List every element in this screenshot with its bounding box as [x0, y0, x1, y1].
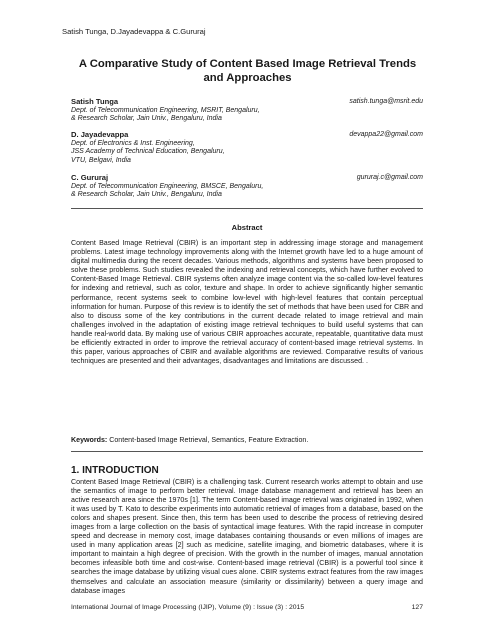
author-affiliation-line: & Research Scholar, Jain Univ., Bengaluru, India — [71, 191, 222, 199]
keywords-line — [71, 436, 423, 444]
author-name: D. Jayadevappa — [71, 130, 129, 139]
paper-title — [60, 57, 435, 85]
title-line-1: A Comparative Study of Content Based Image Retrieval Trends — [78, 58, 417, 70]
keywords-text: Content-based Image Retrieval, Semantics, Feature Extraction. — [107, 436, 309, 444]
title-line-2: and Approaches — [203, 72, 292, 84]
footer-journal-info: International Journal of Image Processing (IJIP), Volume (9) : Issue (3) : 2015 — [71, 604, 305, 611]
abstract-text: Content Based Image Retrieval (CBIR) is an important step in addressing image storage and management problems. Latest image technology improvements along with the Internet growth have led to a huge amount of digital multimedia during the recent decades. Various methods, algorithms and systems have been proposed to solve these problems. Such studies revealed the indexing and retrieval concepts, which have further evolved to Content-Based Image Retrieval. CBIR systems often analyze image content via the so-called low-level features for indexing and retrieval, such as color, texture and shape. In order to achieve significantly higher semantic performance, recent systems seek to combine low-level with high-level features that contain perceptual information for human. Purpose of this review is to identify the set of methods that have been used for CBR and also to discuss some of the key contributions in the current decade related to image retrieval and main challenges involved in the adaptation of existing image retrieval techniques to build useful systems that can handle real-world data. By making use of various CBIR approaches accurate, repeatable, quantitative data must be efficiently extracted in order to improve the retrieval accuracy of content-based image retrieval systems. In this paper, various approaches of CBIR and available algorithms are reviewed. Comparative results of various techniques are presented and their advantages, disadvantages and limitations are discussed. . — [71, 239, 423, 366]
author-affiliation-line: Dept. of Telecommunication Engineering, MSRIT, Bengaluru, — [71, 106, 260, 114]
page-number: 127 — [411, 604, 423, 611]
author-email[interactable]: gururaj.c@gmail.com — [356, 174, 423, 181]
author-email[interactable]: devappa22@gmail.com — [349, 131, 423, 138]
author-name: Satish Tunga — [71, 97, 119, 106]
running-head: Satish Tunga, D.Jayadevappa & C.Gururaj — [62, 27, 206, 36]
divider-rule — [71, 208, 423, 209]
author-affiliation-line: JSS Academy of Technical Education, Bengaluru, — [71, 148, 225, 156]
author-affiliation-line: & Research Scholar, Jain Univ., Bengaluru, India — [71, 115, 222, 123]
introduction-text: Content Based Image Retrieval (CBIR) is a challenging task. Current research works attempt to obtain and use the semantics of image to perform better retrieval. Image database management and retrieval has been an active research area since the 1970s [1]. The term Content-based image retrieval was originated in 1992, when it was used by T. Kato to describe experiments into automatic retrieval of images from a database, based on the colors and shapes present. Since then, this term has been used to describe the process of retrieving desired images from a large collection on the basis of syntactical image features. With the rapid increase in computer speed and decrease in memory cost, image databases containing thousands or even millions of images are used in many application areas [2] such as medicine, satellite imaging, and biometric databases, where it is important to maintain a high degree of precision. With the growth in the number of images, manual annotation becomes infeasible both time and cost-wise. Content-based image retrieval (CBIR) is a powerful tool since it searches the image database by utilizing visual cues alone. CBIR systems extract features from the raw images themselves and calculate an association measure (similarity or dissimilarity) between a query image and database images — [71, 478, 423, 595]
author-email[interactable]: satish.tunga@msrit.edu — [349, 98, 423, 105]
divider-rule — [71, 451, 423, 452]
author-affiliation-line: Dept. of Electronics & Inst. Engineering, — [71, 139, 195, 147]
author-block-3 — [71, 174, 423, 200]
author-affiliation-line: VTU, Belgavi, India — [71, 156, 131, 164]
author-affiliation-line: Dept. of Telecommunication Engineering, BMSCE, Bengaluru, — [71, 182, 264, 190]
abstract-heading: Abstract — [231, 223, 263, 232]
page-footer — [71, 604, 423, 611]
author-block-1 — [71, 98, 423, 124]
author-name: C. Gururaj — [71, 173, 109, 182]
keywords-label: Keywords: — [71, 436, 108, 444]
section-heading-introduction: 1. INTRODUCTION — [71, 465, 159, 476]
author-block-2 — [71, 131, 423, 165]
